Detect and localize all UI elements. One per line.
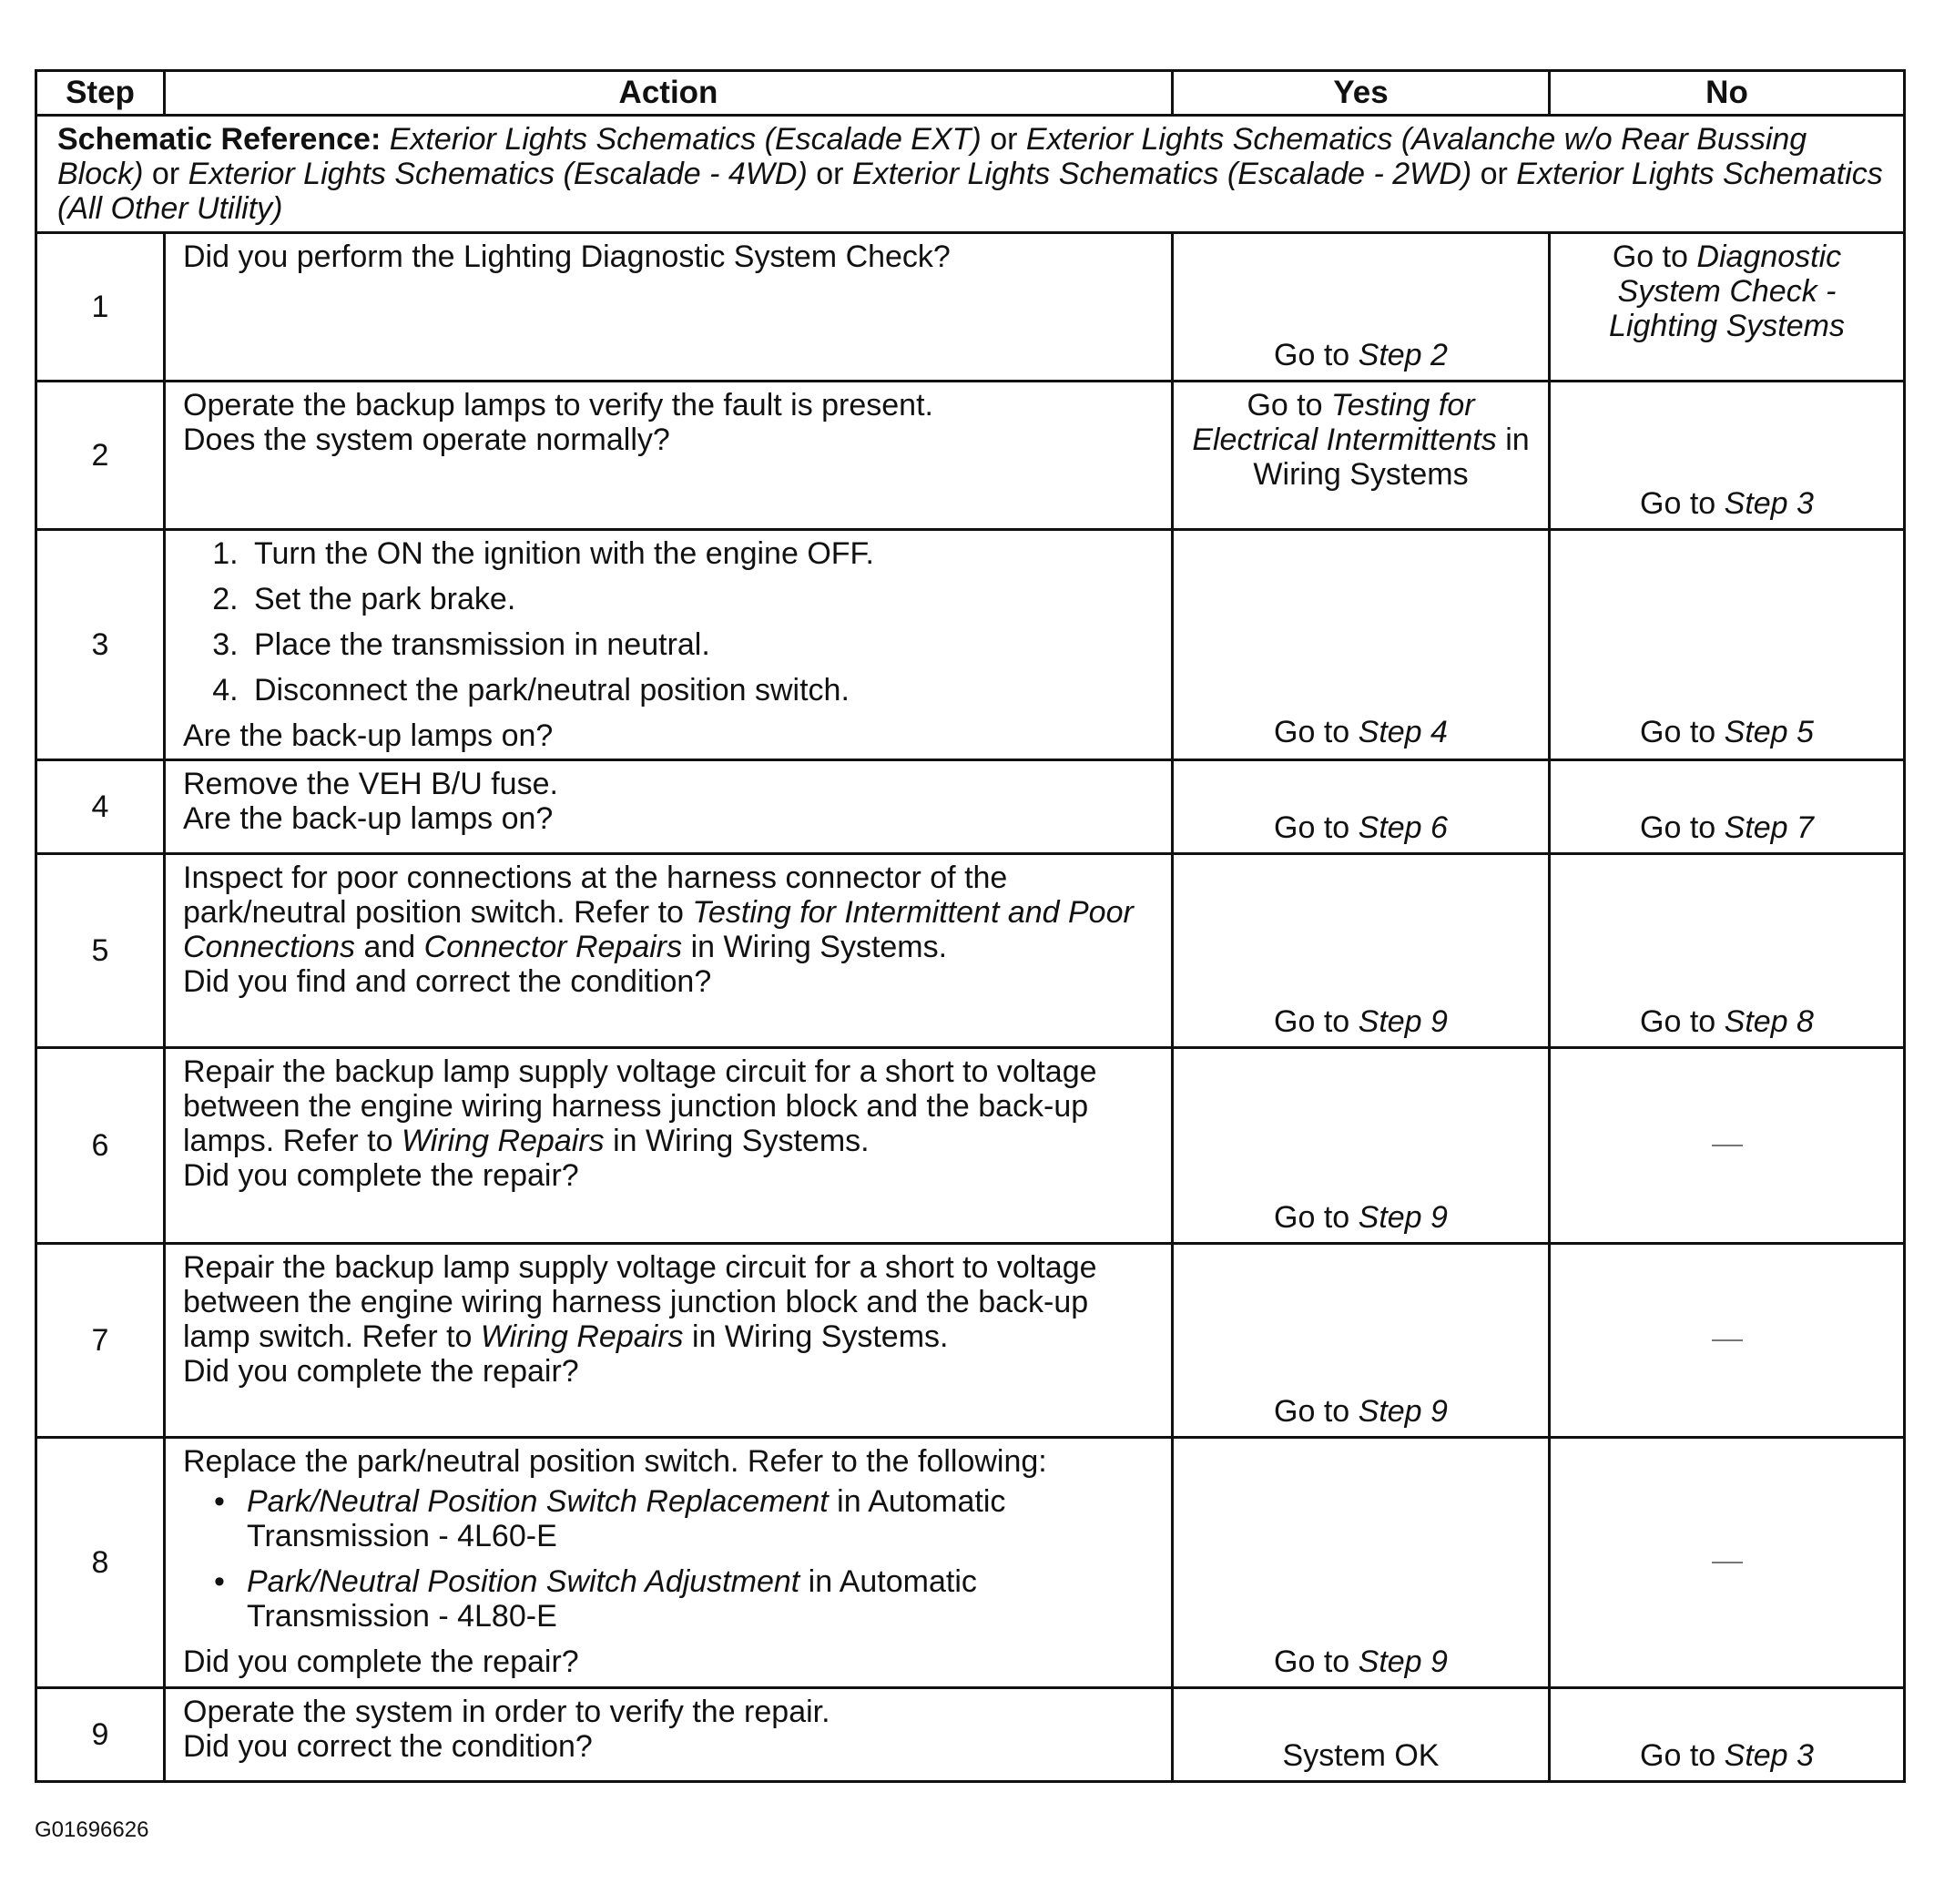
text-run: in Wiring Systems.	[682, 930, 948, 964]
text-run: Go to	[1612, 239, 1697, 274]
yes-result-cell	[1173, 1244, 1550, 1438]
table-row	[36, 1244, 1905, 1438]
reference-link-text: Step 6	[1358, 810, 1448, 845]
action-text	[183, 1695, 1158, 1729]
text-run: Go to	[1274, 810, 1359, 845]
action-text	[183, 1644, 1158, 1679]
no-action-text	[1560, 239, 1894, 343]
yes-action-text	[1183, 715, 1539, 749]
no-action-text	[1560, 1004, 1894, 1039]
reference-link-text: Step 9	[1358, 1394, 1448, 1429]
step-number: 5	[36, 854, 165, 1048]
yes-result-cell	[1173, 530, 1550, 760]
action-cell	[165, 760, 1173, 854]
reference-link-text: Wiring Repairs	[480, 1319, 684, 1354]
text-run: Turn the ON the ignition with the engine OFF.	[254, 536, 874, 571]
text-run: Replace the park/neutral position switch. Refer to the following:	[183, 1444, 1047, 1479]
action-text	[183, 1054, 1158, 1158]
list-item	[247, 536, 1158, 571]
no-result-cell	[1550, 854, 1905, 1048]
yes-action-text	[1183, 1004, 1539, 1039]
text-run: System OK	[1282, 1738, 1440, 1773]
schematic-reference-cell	[36, 116, 1905, 233]
step-number: 2	[36, 382, 165, 530]
text-run: Go to	[1247, 388, 1332, 423]
reference-link-text: Exterior Lights Schematics (Avalanche w/o Rear Bussing Block)	[57, 122, 1807, 191]
text-run: Did you complete the repair?	[183, 1158, 579, 1193]
no-result-cell	[1550, 233, 1905, 382]
step-number: 4	[36, 760, 165, 854]
no-action-text	[1560, 1738, 1894, 1773]
schematic-reference-label: Schematic Reference:	[57, 122, 382, 157]
text-run: Go to	[1274, 1200, 1359, 1235]
reference-link-text: Exterior Lights Schematics (All Other Utility)	[57, 157, 1883, 226]
reference-link-text: Wiring Repairs	[401, 1124, 605, 1158]
text-run: Are the back-up lamps on?	[183, 801, 554, 836]
text-run: in Wiring Systems	[1253, 423, 1530, 492]
text-run: Go to	[1640, 810, 1725, 845]
table-header-row	[36, 71, 1905, 116]
text-run: Did you complete the repair?	[183, 1644, 579, 1679]
text-run: Go to	[1274, 1394, 1359, 1429]
text-run: or	[807, 157, 852, 191]
action-cell	[165, 530, 1173, 760]
reference-link-text: Exterior Lights Schematics (Escalade EXT)	[389, 122, 982, 157]
reference-link-text: Step 8	[1724, 1004, 1814, 1039]
no-result-cell	[1550, 530, 1905, 760]
action-cell	[165, 854, 1173, 1048]
header-yes: Yes	[1173, 71, 1550, 116]
table-row	[36, 854, 1905, 1048]
text-run: Did you find and correct the condition?	[183, 964, 712, 999]
step-number: 9	[36, 1688, 165, 1782]
action-text	[183, 1158, 1158, 1193]
text-run: Remove the VEH B/U fuse.	[183, 767, 558, 801]
list-item	[247, 673, 1158, 708]
text-run: Go to	[1640, 1738, 1725, 1773]
list-item	[247, 1484, 1158, 1553]
action-text	[183, 1354, 1158, 1389]
reference-link-text: Testing for Intermittent and Poor Connections	[183, 895, 1134, 964]
text-run: Go to	[1640, 486, 1725, 521]
action-cell	[165, 382, 1173, 530]
reference-link-text: Park/Neutral Position Switch Adjustment	[247, 1564, 800, 1599]
not-applicable-dash	[1712, 1145, 1743, 1146]
step-number: 1	[36, 233, 165, 382]
action-text	[183, 1729, 1158, 1764]
step-number: 6	[36, 1048, 165, 1244]
step-number: 7	[36, 1244, 165, 1438]
list-item	[247, 582, 1158, 616]
yes-result-cell	[1173, 1688, 1550, 1782]
schematic-reference-row	[36, 116, 1905, 233]
yes-action-text	[1183, 1644, 1539, 1679]
text-run: in Automatic Transmission - 4L60-E	[247, 1484, 1006, 1553]
text-run: Place the transmission in neutral.	[254, 627, 710, 662]
no-result-cell	[1550, 1048, 1905, 1244]
figure-code: G01696626	[35, 1817, 149, 1842]
reference-link-text: Step 2	[1358, 338, 1448, 372]
yes-result-cell	[1173, 233, 1550, 382]
reference-link-text: Step 3	[1724, 1738, 1814, 1773]
text-run: in Wiring Systems.	[604, 1124, 870, 1158]
action-text	[183, 801, 1158, 836]
text-run: Did you complete the repair?	[183, 1354, 579, 1389]
header-action: Action	[165, 71, 1173, 116]
table-row	[36, 233, 1905, 382]
action-text	[183, 767, 1158, 801]
text-run: and	[355, 930, 424, 964]
yes-result-cell	[1173, 1438, 1550, 1688]
text-run: Operate the backup lamps to verify the fault is present.	[183, 388, 933, 423]
table-row	[36, 382, 1905, 530]
table-row	[36, 1438, 1905, 1688]
no-action-text	[1560, 715, 1894, 749]
table-row	[36, 530, 1905, 760]
reference-link-text: Step 7	[1724, 810, 1814, 845]
text-run: in Automatic Transmission - 4L80-E	[247, 1564, 977, 1634]
reference-link-text: Connector Repairs	[423, 930, 683, 964]
text-run: Go to	[1274, 715, 1359, 749]
no-result-cell	[1550, 382, 1905, 530]
text-run: Did you correct the condition?	[183, 1729, 593, 1764]
bullet-list	[183, 1484, 1158, 1634]
text-run: Go to	[1274, 1644, 1359, 1679]
text-run: or	[143, 157, 188, 191]
yes-action-text	[1183, 1394, 1539, 1429]
action-text	[183, 423, 1158, 457]
step-number: 3	[36, 530, 165, 760]
text-run: Inspect for poor connections at the harness connector of the park/neutral position switch. Refer to	[183, 860, 1008, 930]
text-run: Set the park brake.	[254, 582, 516, 616]
reference-link-text: Diagnostic System Check - Lighting Systems	[1609, 239, 1845, 343]
no-result-cell	[1550, 1688, 1905, 1782]
yes-action-text	[1183, 1738, 1539, 1773]
list-item	[247, 627, 1158, 662]
table-row	[36, 1048, 1905, 1244]
reference-link-text: Park/Neutral Position Switch Replacement	[247, 1484, 829, 1519]
no-action-text	[1560, 486, 1894, 521]
step-number: 8	[36, 1438, 165, 1688]
not-applicable-dash	[1712, 1339, 1743, 1341]
yes-action-text	[1183, 810, 1539, 845]
no-result-cell	[1550, 1438, 1905, 1688]
reference-link-text: Exterior Lights Schematics (Escalade - 4WD)	[188, 157, 808, 191]
reference-link-text: Step 9	[1358, 1644, 1448, 1679]
header-step: Step	[36, 71, 165, 116]
action-text	[183, 1250, 1158, 1354]
reference-link-text: Exterior Lights Schematics (Escalade - 2WD)	[851, 157, 1472, 191]
yes-action-text	[1183, 388, 1539, 492]
action-text	[183, 964, 1158, 999]
list-item	[247, 1564, 1158, 1634]
action-cell	[165, 1688, 1173, 1782]
action-text	[183, 239, 1158, 274]
action-text	[183, 860, 1158, 964]
table-row	[36, 760, 1905, 854]
text-run: Repair the backup lamp supply voltage circuit for a short to voltage between the engine wiring harness junction block and the back-up lamp switch. Refer to	[183, 1250, 1097, 1354]
text-run: Go to	[1274, 338, 1359, 372]
reference-link-text: Step 3	[1724, 486, 1814, 521]
text-run	[381, 122, 389, 157]
text-run: Repair the backup lamp supply voltage circuit for a short to voltage between the engine wiring harness junction block and the back-up lamps. Refer to	[183, 1054, 1097, 1158]
yes-result-cell	[1173, 854, 1550, 1048]
text-run: Disconnect the park/neutral position switch.	[254, 673, 850, 708]
numbered-list	[183, 536, 1158, 708]
header-no: No	[1550, 71, 1905, 116]
not-applicable-dash	[1712, 1562, 1743, 1563]
text-run: Operate the system in order to verify the repair.	[183, 1695, 830, 1729]
text-run: Does the system operate normally?	[183, 423, 670, 457]
action-text	[183, 1444, 1158, 1479]
table-row	[36, 1688, 1905, 1782]
text-run: or	[1471, 157, 1517, 191]
action-cell	[165, 1438, 1173, 1688]
reference-link-text: Step 4	[1358, 715, 1448, 749]
reference-link-text: Step 5	[1724, 715, 1814, 749]
action-cell	[165, 233, 1173, 382]
yes-result-cell	[1173, 382, 1550, 530]
text-run: Go to	[1640, 715, 1725, 749]
no-result-cell	[1550, 1244, 1905, 1438]
yes-result-cell	[1173, 1048, 1550, 1244]
action-text	[183, 718, 1158, 753]
yes-action-text	[1183, 338, 1539, 372]
no-result-cell	[1550, 760, 1905, 854]
text-run: Go to	[1640, 1004, 1725, 1039]
text-run: or	[981, 122, 1026, 157]
reference-link-text: Testing for Electrical Intermittents	[1192, 388, 1497, 457]
reference-link-text: Step 9	[1358, 1004, 1448, 1039]
text-run: Go to	[1274, 1004, 1359, 1039]
action-cell	[165, 1244, 1173, 1438]
diagnostic-table	[35, 69, 1906, 1783]
text-run: in Wiring Systems.	[683, 1319, 949, 1354]
action-cell	[165, 1048, 1173, 1244]
reference-link-text: Step 9	[1358, 1200, 1448, 1235]
action-text	[183, 388, 1158, 423]
text-run: Are the back-up lamps on?	[183, 718, 554, 753]
text-run: Did you perform the Lighting Diagnostic System Check?	[183, 239, 951, 274]
yes-result-cell	[1173, 760, 1550, 854]
no-action-text	[1560, 810, 1894, 845]
yes-action-text	[1183, 1200, 1539, 1235]
